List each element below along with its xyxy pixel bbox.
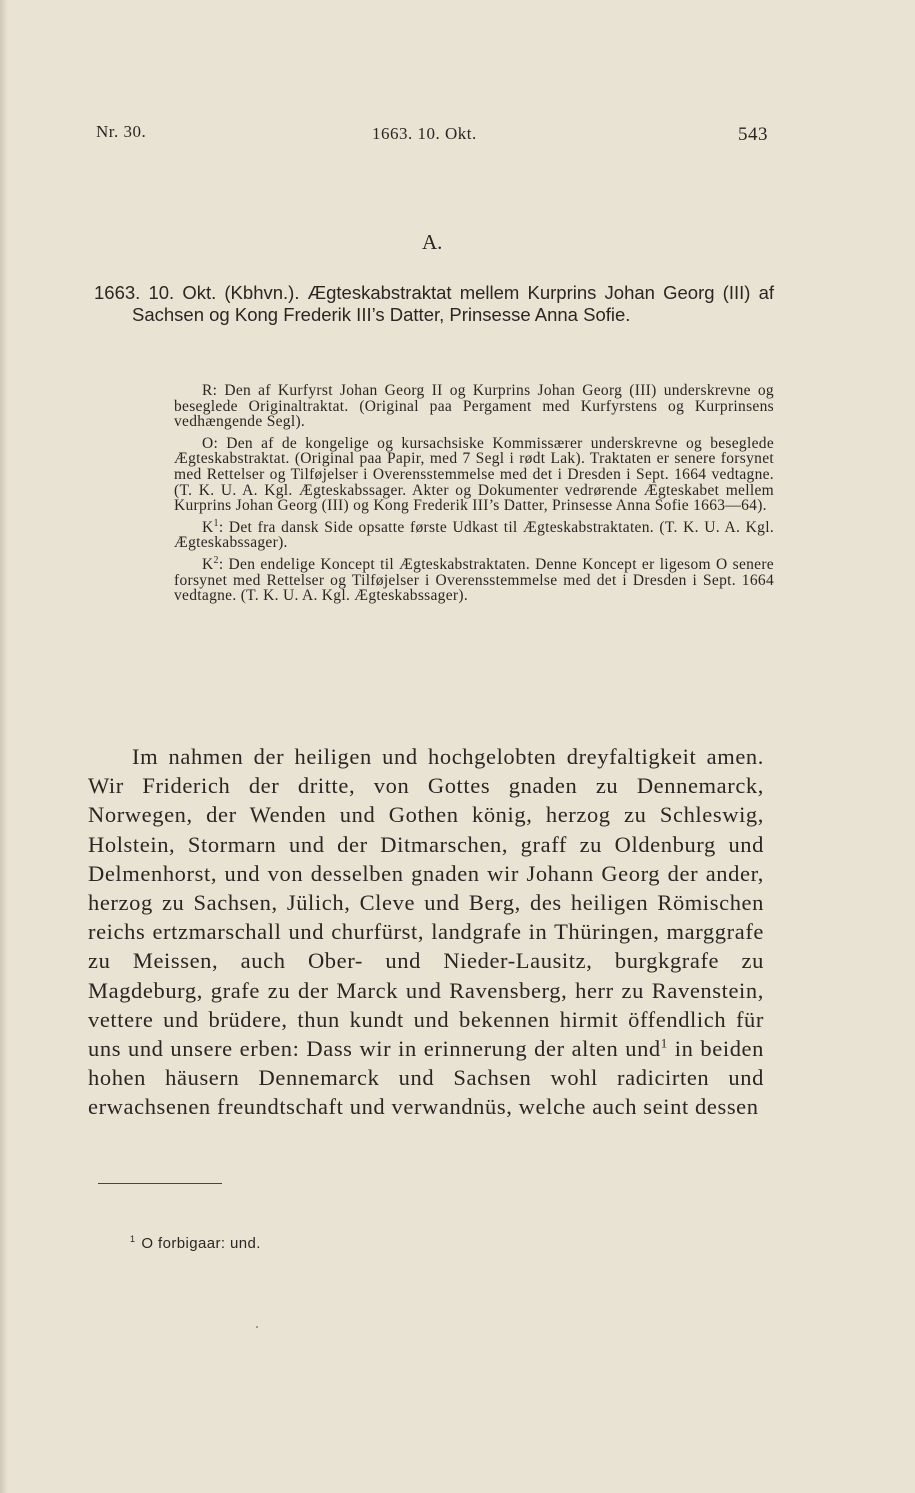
source-k1: $K^1$: Det fra dansk Side opsatte første Udkast til Ægteskabstraktaten. (T. K. U. A. Kgl. Ægteskabssager).	[174, 517, 774, 552]
regest-heading	[94, 282, 774, 326]
footnote	[130, 1234, 261, 1252]
source-k1-text: : Det fra dansk Side opsatte første Udkast til Ægteskabstraktaten. (T. K. U. A. Kgl. Ægteskabssager).	[174, 518, 774, 552]
source-apparatus	[174, 383, 774, 610]
footnote-divider	[98, 1183, 222, 1184]
source-r: R: Den af Kurfyrst Johan Georg II og Kurprins Johan Georg (III) underskrevne og beseglede Originaltraktat. (Original paa Pergament med Kurfyrstens og Kurprinsens vedhængende Segl).	[174, 382, 774, 431]
header-date: 1663. 10. Okt.	[372, 124, 477, 143]
footnote-reference: 1	[660, 1035, 668, 1051]
source-k2: $K^2$: Den endelige Koncept til Ægteskabstraktaten. Denne Koncept er ligesom O senere forsynet med Rettelser og Tilføjelser i Overensstemmelse med det i Dresden i Sept. 1664 vedtagne. (T. K. U. A. Kgl. Ægteskabssager).	[174, 554, 774, 605]
section-letter: A.	[422, 230, 443, 254]
treaty-text-part2: in beiden hohen häusern Dennemarck und Sachsen wohl radicirten und erwachsenen freundtschaft und verwandnüs, welche auch seint dessen	[88, 1036, 764, 1120]
regest-text: 1663. 10. Okt. (Kbhvn.). Ægteskabstraktat mellem Kurprins Johan Georg (III) af Sachsen og Kong Frederik III’s Datter, Prinsesse Anna Sofie.	[94, 282, 774, 325]
source-k2-text: : Den endelige Koncept til Ægteskabstraktaten. Denne Koncept er ligesom O senere forsynet med Rettelser og Tilføjelser i Overensstemmelse med det i Dresden i Sept. 1664 vedtagne. (T. K. U. A. Kgl. Ægteskabssager).	[174, 555, 774, 605]
running-header	[0, 122, 915, 152]
page-number: 543	[738, 124, 768, 145]
paper-speck	[256, 1326, 258, 1328]
treaty-paragraph	[88, 742, 764, 1122]
source-o: O: Den af de kongelige og kursachsiske Kommissærer underskrevne og beseglede Ægteskabstraktat. (Original paa Papir, med 7 Segl i rødt Lak). Traktaten er senere forsynet med Rettelser og Tilføjelser i Overensstemmelse med det i Dresden i Sept. 1664 vedtagne. (T. K. U. A. Kgl. Ægteskabssager. Akter og Dokumenter vedrørende Ægteskabet mellem Kurprins Johan Georg (III) og Kong Frederik III’s Datter, Prinsesse Anna Sofie 1663—64).	[174, 434, 774, 515]
source-k2-sup: 2	[213, 554, 219, 566]
source-k1-sup: 1	[213, 517, 219, 529]
treaty-text-part1: Im nahmen der heiligen und hochgelobten dreyfaltigkeit amen. Wir Friderich der dritte, von Gottes gnaden zu Dennemarck, Norwegen, der Wenden und Gothen könig, herzog zu Schleswig, Holstein, Stormarn und der Ditmarschen, graff zu Oldenburg und Delmenhorst, und von desselben gnaden wir Johann Georg der ander, herzog zu Sachsen, Jülich, Cleve und Berg, des heiligen Römischen reichs ertzmarschall und churfürst, landgrafe in Thüringen, marggrafe zu Meissen, auch Ober- und Nieder-Lausitz, burgkgrafe zu Magdeburg, grafe zu der Marck und Ravensberg, herr zu Ravenstein, vettere und brüdere, thun kundt und bekennen hirmit öffendlich für uns und unsere erben: Dass wir in erinnerung der alten und	[88, 744, 764, 1062]
page-edge-shadow	[0, 0, 8, 1493]
footnote-text: O forbigaar: und.	[141, 1235, 261, 1252]
footnote-number: 1	[130, 1234, 136, 1244]
treaty-text	[88, 742, 764, 1122]
document-number: Nr. 30.	[96, 122, 147, 141]
